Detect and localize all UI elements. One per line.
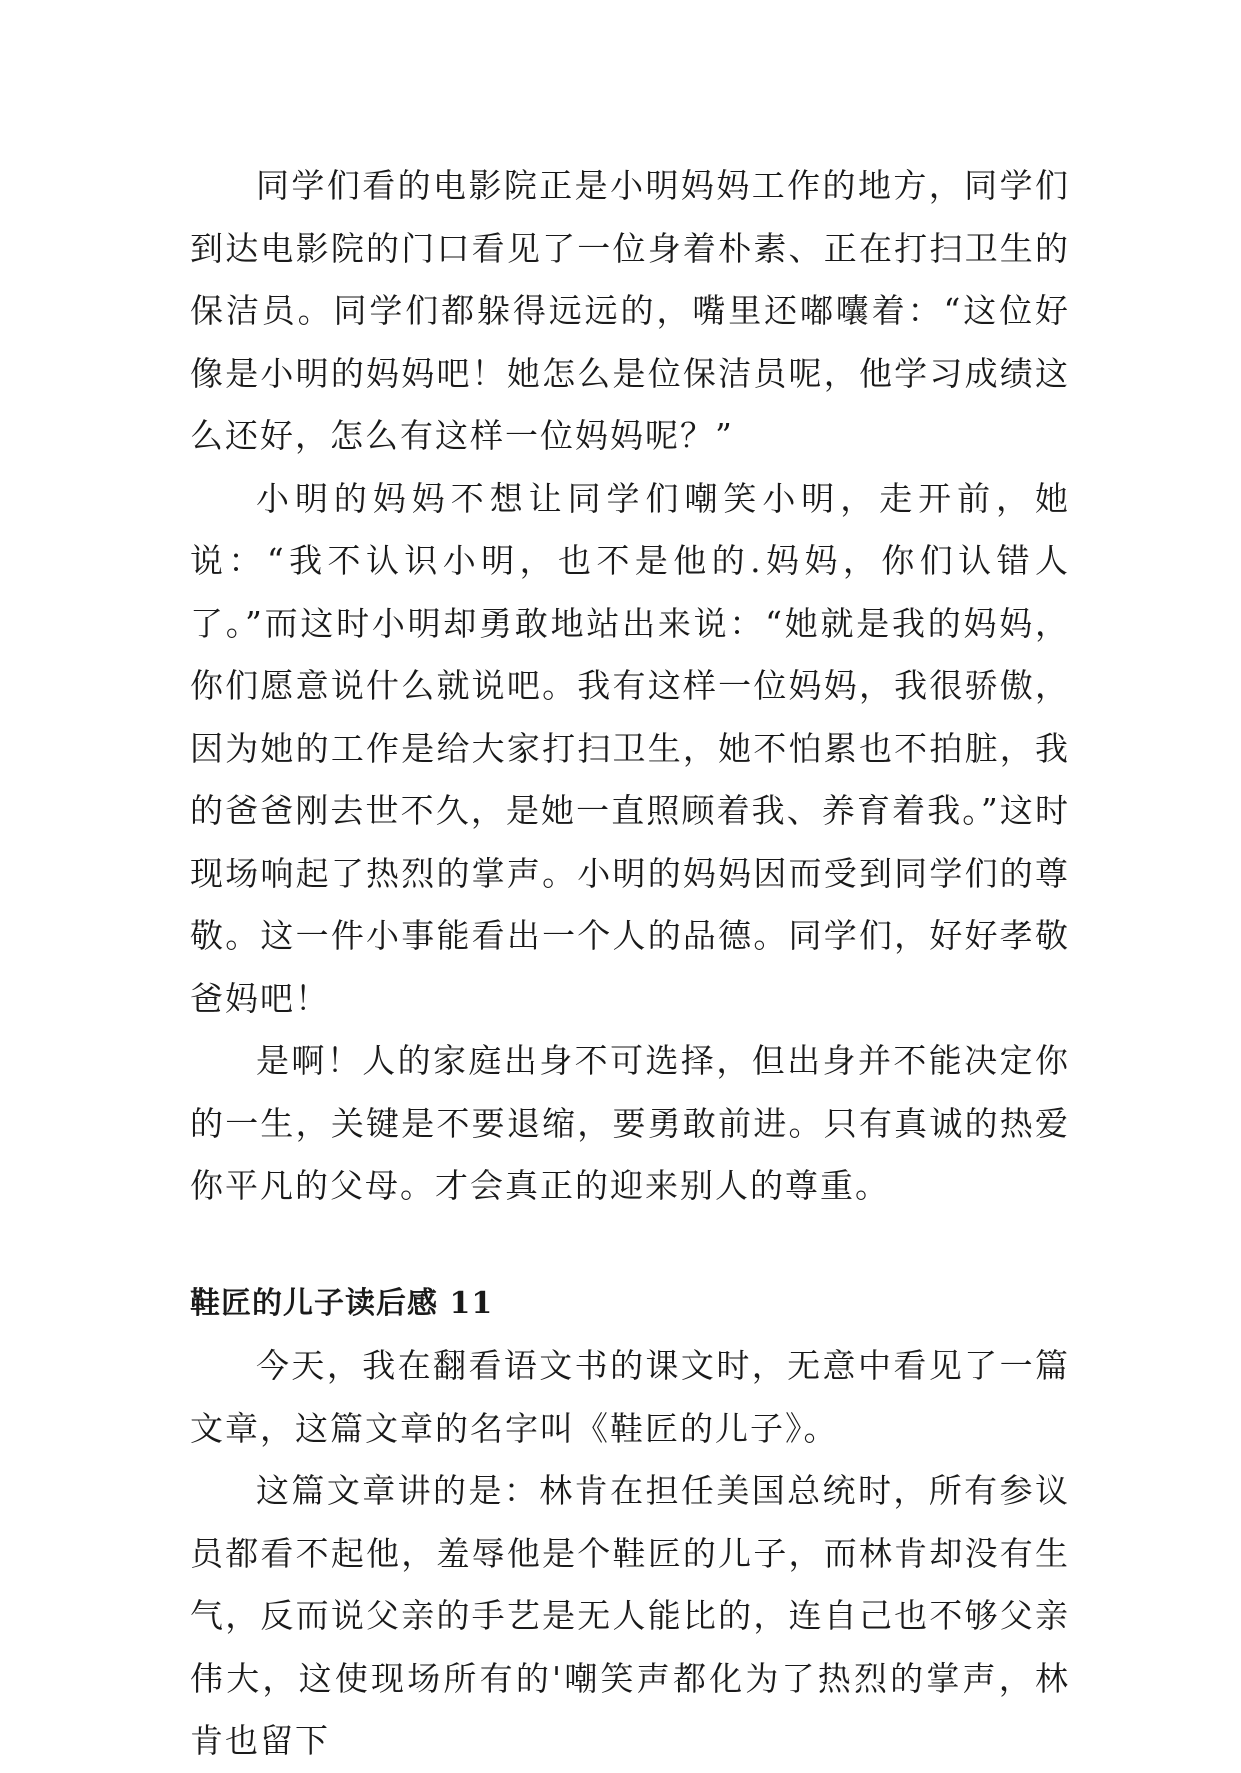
paragraph-lincoln-story: 这篇文章讲的是：林肯在担任美国总统时，所有参议员都看不起他，羞辱他是个鞋匠的儿子，而林肯却没有生气，反而说父亲的手艺是无人能比的，连自己也不够父亲伟大，这使现场所有的'嘲笑声都化为了热烈的掌声，林肯也留下 — [190, 1471, 1070, 1760]
paragraph-reading-intro: 今天，我在翻看语文书的课文时，无意中看见了一篇文章，这篇文章的名字叫《鞋匠的儿子》。 — [190, 1346, 1070, 1448]
document-page — [190, 155, 1070, 1773]
paragraph-conclusion: 是啊！人的家庭出身不可选择，但出身并不能决定你的一生，关键是不要退缩，要勇敢前进。只有真诚的热爱你平凡的父母。才会真正的迎来别人的尊重。 — [190, 1041, 1070, 1205]
paragraph-mother-response: 小明的妈妈不想让同学们嘲笑小明，走开前，她说：“我不认识小明，也不是他的.妈妈，你们认错人了。”而这时小明却勇敢地站出来说：“她就是我的妈妈，你们愿意说什么就说吧。我有这样一位妈妈，我很骄傲，因为她的工作是给大家打扫卫生，她不怕累也不拍脏，我的爸爸刚去世不久，是她一直照顾着我、养育着我。”这时现场响起了热烈的掌声。小明的妈妈因而受到同学们的尊敬。这一件小事能看出一个人的品德。同学们，好好孝敬爸妈吧！ — [190, 478, 1070, 1018]
section-title: 鞋匠的儿子读后感 11 — [190, 1285, 494, 1321]
paragraph-cinema-story: 同学们看的电影院正是小明妈妈工作的地方，同学们到达电影院的门口看见了一位身着朴素、正在打扫卫生的保洁员。同学们都躲得远远的，嘴里还嘟囔着：“这位好像是小明的妈妈吧！她怎么是位保洁员呢，他学习成绩这么还好，怎么有这样一位妈妈呢？” — [190, 166, 1070, 455]
